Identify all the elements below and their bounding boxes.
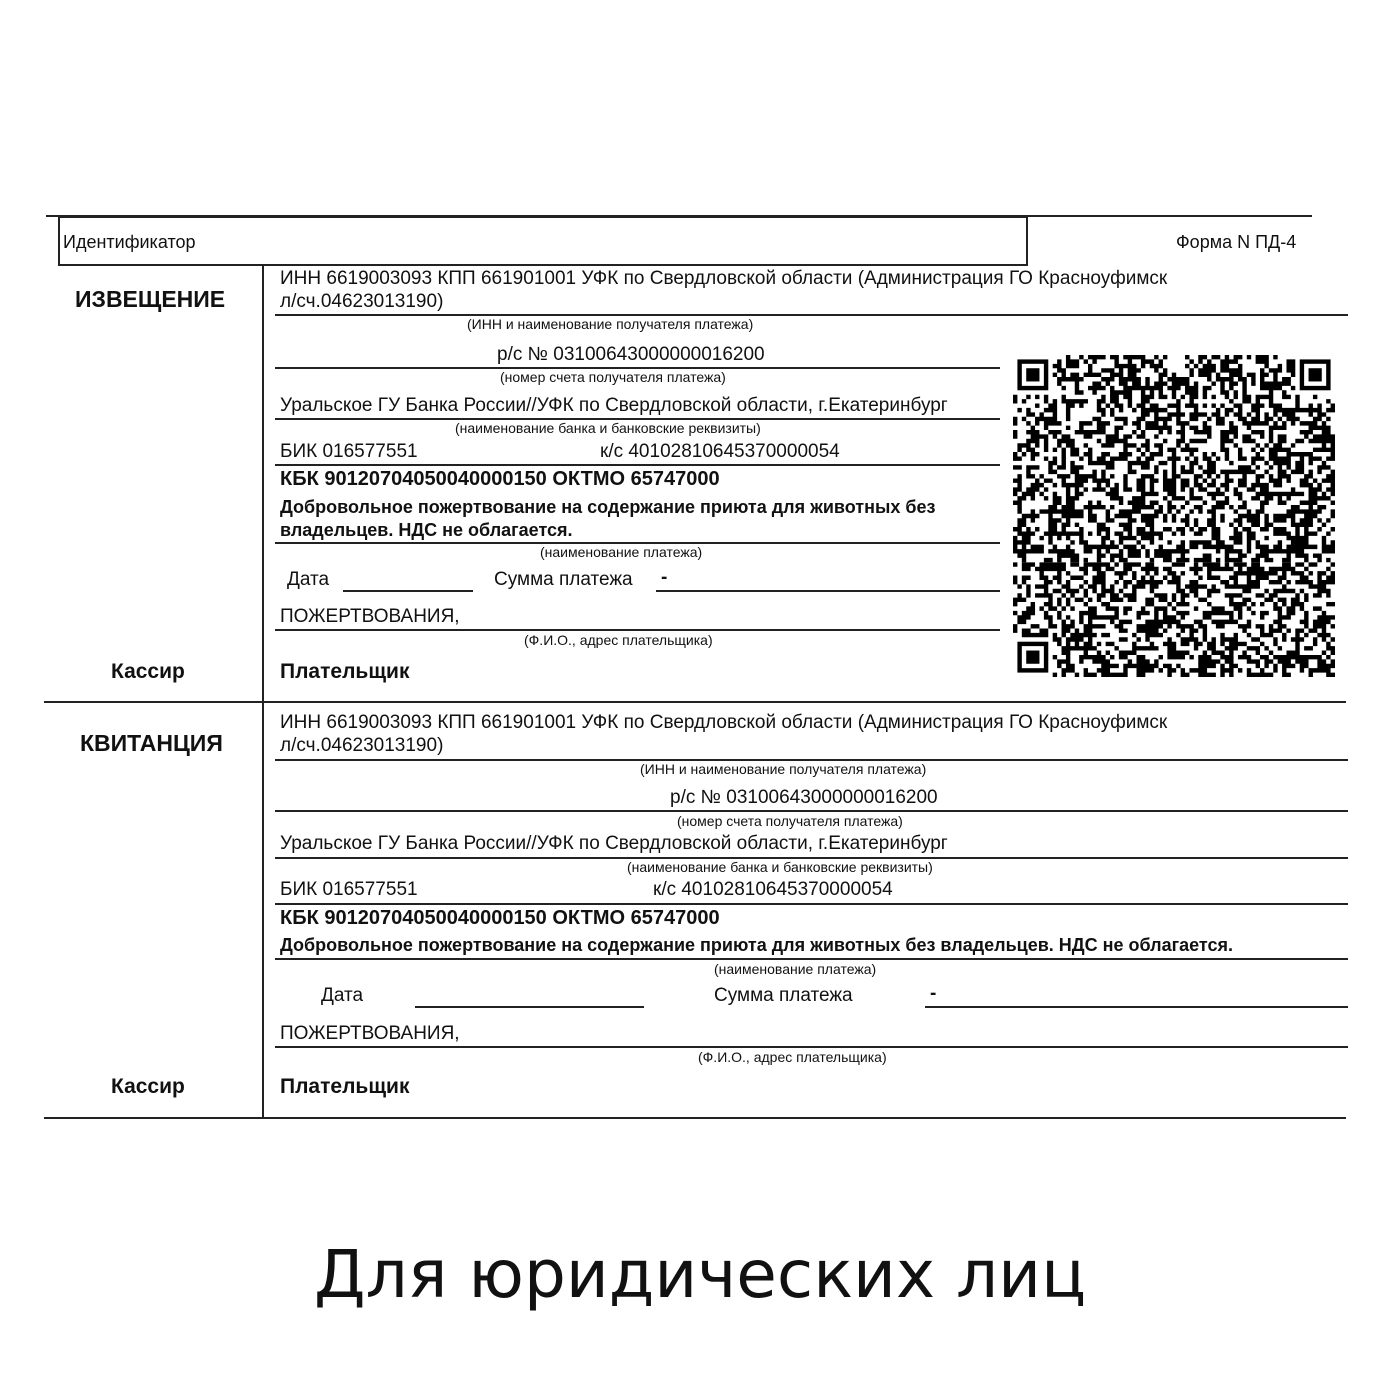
- notice-payer-label: Плательщик: [280, 660, 410, 683]
- notice-recipient-caption: (ИНН и наименование получателя платежа): [467, 316, 754, 332]
- receipt-date-field[interactable]: [415, 1006, 644, 1008]
- receipt-payer-rule: [275, 1046, 1348, 1048]
- notice-account-caption: (номер счета получателя платежа): [500, 369, 726, 385]
- notice-ks: к/с 40102810645370000054: [600, 441, 840, 462]
- notice-bank-caption: (наименование банка и банковские реквизиты): [455, 420, 761, 436]
- receipt-bank-caption: (наименование банка и банковские реквизиты): [627, 859, 933, 875]
- receipt-ks: к/с 40102810645370000054: [653, 879, 893, 900]
- notice-payer-caption: (Ф.И.О., адрес плательщика): [524, 632, 713, 648]
- receipt-account: р/с № 03100643000000016200: [670, 787, 938, 808]
- qr-code-icon: [1013, 355, 1335, 677]
- receipt-amount-dash: -: [930, 983, 937, 1004]
- column-divider: [262, 266, 264, 1118]
- notice-date-field[interactable]: [343, 590, 473, 592]
- notice-kbk: КБК 90120704050040000150 ОКТМО 65747000: [280, 468, 720, 490]
- notice-purpose-line2: владельцев. НДС не облагается.: [280, 520, 573, 540]
- notice-bank: Уральское ГУ Банка России//УФК по Свердловской области, г.Екатеринбург: [280, 395, 948, 416]
- notice-account: р/с № 03100643000000016200: [497, 344, 765, 365]
- receipt-account-rule: [275, 810, 1348, 812]
- receipt-cashier: Кассир: [111, 1075, 185, 1098]
- notice-bik: БИК 016577551: [280, 441, 418, 462]
- section-separator: [44, 701, 1346, 703]
- receipt-payer-label: Плательщик: [280, 1075, 410, 1098]
- notice-title: ИЗВЕЩЕНИЕ: [75, 286, 226, 312]
- receipt-kbk: КБК 90120704050040000150 ОКТМО 65747000: [280, 907, 720, 929]
- notice-recipient-rule: [275, 314, 1348, 316]
- identifier-label: Идентификатор: [63, 232, 196, 252]
- notice-cashier: Кассир: [111, 660, 185, 683]
- receipt-date-label: Дата: [321, 985, 364, 1006]
- receipt-bank: Уральское ГУ Банка России//УФК по Свердловской области, г.Екатеринбург: [280, 833, 948, 854]
- receipt-account-caption: (номер счета получателя платежа): [677, 813, 903, 829]
- notice-recipient-line1: ИНН 6619003093 КПП 661901001 УФК по Свердловской области (Администрация ГО Красноуфимск: [280, 268, 1168, 289]
- qr-finder-bottom-left: [1017, 642, 1048, 673]
- receipt-amount-field[interactable]: [925, 1006, 1348, 1008]
- form-label: Форма N ПД-4: [1176, 232, 1297, 252]
- receipt-payer-caption: (Ф.И.О., адрес плательщика): [698, 1049, 887, 1065]
- notice-purpose-caption: (наименование платежа): [540, 544, 703, 560]
- notice-recipient-line2: л/сч.04623013190): [280, 291, 444, 312]
- notice-amount-dash: -: [661, 567, 668, 588]
- receipt-recipient-caption: (ИНН и наименование получателя платежа): [640, 761, 927, 777]
- qr-modules: [1013, 355, 1335, 677]
- receipt-bik-rule: [275, 903, 1348, 905]
- notice-amount-label: Сумма платежа: [494, 569, 633, 590]
- footer-caption: Для юридических лиц: [314, 1236, 1086, 1313]
- receipt-purpose: Добровольное пожертвование на содержание приюта для животных без владельцев. НДС не облагается.: [280, 935, 1233, 955]
- notice-amount-field[interactable]: [656, 590, 1000, 592]
- notice-bik-rule: [275, 464, 1000, 466]
- qr-finder-top-left: [1017, 359, 1048, 390]
- receipt-title: КВИТАНЦИЯ: [80, 730, 223, 756]
- receipt-amount-label: Сумма платежа: [714, 985, 853, 1006]
- receipt-purpose-rule: [275, 958, 1348, 960]
- qr-finder-top-right: [1300, 359, 1331, 390]
- notice-date-label: Дата: [287, 569, 330, 590]
- receipt-bik: БИК 016577551: [280, 879, 418, 900]
- receipt-purpose-caption: (наименование платежа): [714, 961, 877, 977]
- identifier-box: [58, 216, 1028, 266]
- receipt-payer-value: ПОЖЕРТВОВАНИЯ,: [280, 1023, 460, 1044]
- notice-purpose-line1: Добровольное пожертвование на содержание приюта для животных без: [280, 497, 936, 517]
- notice-payer-rule: [275, 629, 1000, 631]
- bottom-rule: [44, 1117, 1346, 1119]
- receipt-recipient-line1: ИНН 6619003093 КПП 661901001 УФК по Свердловской области (Администрация ГО Красноуфимск: [280, 712, 1168, 733]
- notice-payer-value: ПОЖЕРТВОВАНИЯ,: [280, 606, 460, 627]
- receipt-recipient-line2: л/сч.04623013190): [280, 735, 444, 756]
